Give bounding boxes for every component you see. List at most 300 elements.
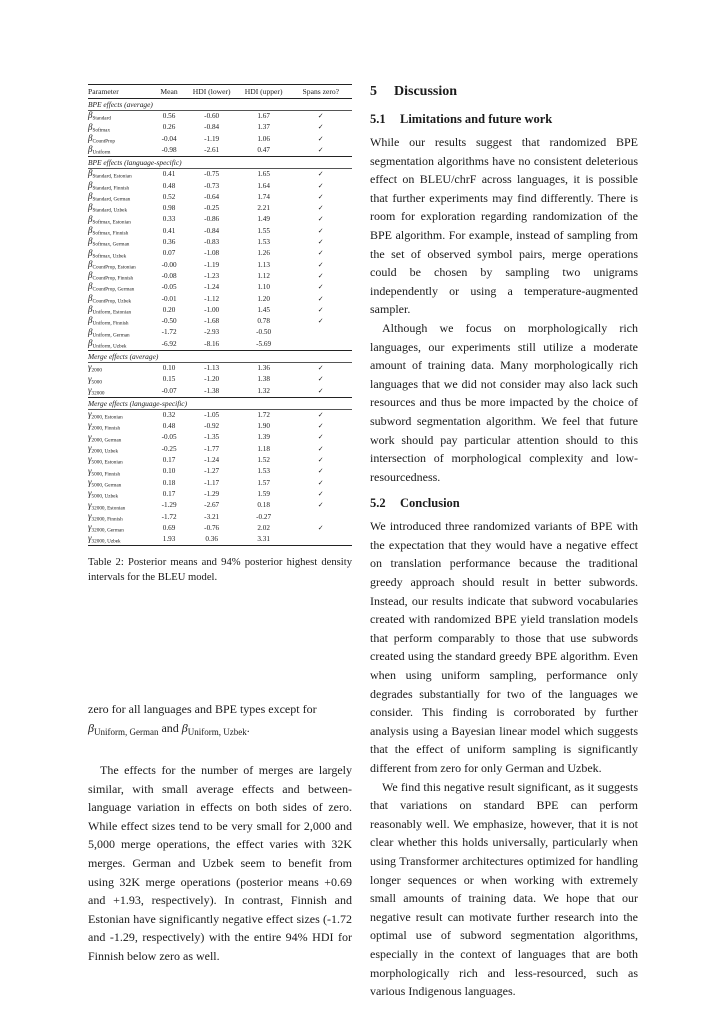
spans-zero-cell: ✓ bbox=[317, 386, 324, 395]
hdi-upper-cell: 1.55 bbox=[257, 226, 270, 235]
parameter-subscript: CountProp, Estonian bbox=[92, 264, 136, 271]
hdi-lower-cell: -1.19 bbox=[204, 260, 220, 269]
parameter-symbol: β bbox=[88, 304, 93, 315]
hdi-upper-cell: 0.78 bbox=[257, 317, 270, 326]
hdi-lower-cell: -2.67 bbox=[204, 501, 220, 510]
spans-zero-cell: ✓ bbox=[317, 317, 324, 326]
spans-zero-cell: ✓ bbox=[317, 478, 324, 487]
hdi-lower-cell: -0.84 bbox=[204, 123, 220, 132]
mean-cell: 0.41 bbox=[162, 170, 176, 179]
parameter-symbol: γ bbox=[88, 443, 92, 454]
mean-cell: 0.10 bbox=[162, 467, 176, 476]
mean-cell: 0.32 bbox=[162, 410, 176, 419]
hdi-lower-cell: 0.36 bbox=[186, 534, 238, 546]
parameter-cell bbox=[88, 293, 152, 304]
hdi-upper-cell: 1.72 bbox=[257, 410, 270, 419]
hdi-upper-cell: 1.74 bbox=[257, 192, 270, 201]
mean-cell: 0.98 bbox=[162, 204, 176, 213]
table-row bbox=[88, 305, 352, 316]
hdi-lower-cell: -0.86 bbox=[204, 215, 220, 224]
group-label: Merge effects (average) bbox=[88, 350, 352, 362]
hdi-upper-cell: 1.18 bbox=[257, 444, 270, 453]
posterior-table bbox=[88, 84, 352, 546]
spans-zero-cell: ✓ bbox=[317, 410, 324, 419]
hdi-lower-cell: -0.92 bbox=[204, 422, 220, 431]
spans-zero-cell: ✓ bbox=[317, 238, 324, 247]
left-column bbox=[88, 84, 352, 585]
table-row bbox=[88, 374, 352, 385]
hdi-lower-cell: -0.25 bbox=[204, 204, 220, 213]
parameter-subscript: Uniform, German bbox=[92, 332, 130, 339]
parameter-symbol: γ bbox=[88, 510, 92, 521]
parameter-subscript: 32000, Finnish bbox=[91, 516, 123, 523]
parameter-symbol: γ bbox=[88, 522, 92, 533]
table-row bbox=[88, 145, 352, 157]
mean-cell: -0.50 bbox=[161, 317, 177, 326]
mean-cell: -0.05 bbox=[161, 433, 177, 442]
parameter-cell bbox=[88, 386, 152, 398]
spans-zero-cell: ✓ bbox=[317, 170, 324, 179]
parameter-symbol: β bbox=[88, 224, 93, 235]
parameter-cell bbox=[88, 111, 152, 123]
table-group-header bbox=[88, 157, 352, 169]
hdi-lower-cell: -1.12 bbox=[204, 294, 220, 303]
hdi-upper-cell: 2.21 bbox=[257, 204, 270, 213]
hdi-upper-cell: -0.50 bbox=[256, 328, 272, 337]
section-heading bbox=[370, 84, 638, 100]
table-row bbox=[88, 455, 352, 466]
mean-cell: -0.05 bbox=[161, 283, 177, 292]
parameter-cell bbox=[88, 327, 152, 338]
mean-cell: -0.98 bbox=[161, 145, 177, 154]
mean-cell: -0.07 bbox=[161, 386, 177, 395]
beta-symbol: β bbox=[88, 720, 94, 735]
parameter-subscript: CountProp, Uzbek bbox=[92, 298, 132, 305]
spans-zero-cell: ✓ bbox=[317, 305, 324, 314]
hdi-lower-cell: -1.08 bbox=[204, 249, 220, 258]
parameter-cell bbox=[88, 134, 152, 145]
hdi-upper-cell: 0.18 bbox=[257, 501, 270, 510]
parameter-subscript: Softmax, Finnish bbox=[92, 230, 129, 237]
spans-zero-cell bbox=[290, 512, 352, 523]
parameter-symbol: γ bbox=[88, 384, 92, 395]
spans-zero-cell: ✓ bbox=[317, 226, 324, 235]
parameter-cell bbox=[88, 362, 152, 374]
hdi-upper-cell: 1.65 bbox=[257, 170, 270, 179]
hdi-lower-cell: -1.20 bbox=[204, 375, 220, 384]
table-row bbox=[88, 466, 352, 477]
hdi-upper-cell: 3.31 bbox=[238, 534, 290, 546]
parameter-subscript: Uniform, Uzbek bbox=[92, 343, 127, 350]
parameter-symbol: β bbox=[88, 144, 93, 155]
beta-subscript: Uniform, German bbox=[93, 726, 159, 737]
conjunction: and bbox=[158, 720, 182, 735]
hdi-lower-cell: -0.75 bbox=[204, 170, 220, 179]
parameter-cell bbox=[88, 339, 152, 351]
parameter-symbol: γ bbox=[88, 431, 92, 442]
mean-cell: -1.72 bbox=[161, 328, 177, 337]
mean-cell: 1.93 bbox=[152, 534, 185, 546]
mean-cell: -0.25 bbox=[161, 444, 177, 453]
parameter-subscript: Standard, German bbox=[92, 196, 131, 203]
parameter-symbol: β bbox=[88, 281, 93, 292]
parameter-subscript: 2000, German bbox=[91, 437, 122, 444]
mean-cell: -1.29 bbox=[161, 501, 177, 510]
parameter-cell bbox=[88, 489, 152, 500]
parameter-subscript: Uniform, Estonian bbox=[92, 309, 132, 316]
table-row bbox=[88, 192, 352, 203]
parameter-symbol: β bbox=[88, 270, 93, 281]
mean-cell: 0.56 bbox=[162, 112, 176, 121]
hdi-lower-cell: -1.00 bbox=[204, 305, 220, 314]
group-label: BPE effects (language-specific) bbox=[88, 157, 352, 169]
parameter-symbol: β bbox=[88, 168, 93, 179]
spans-zero-cell: ✓ bbox=[317, 181, 324, 190]
mean-cell: -0.08 bbox=[161, 271, 177, 280]
hdi-upper-cell: 1.45 bbox=[257, 305, 270, 314]
parameter-cell bbox=[88, 180, 152, 191]
paragraph bbox=[88, 700, 352, 741]
parameter-symbol: β bbox=[88, 326, 93, 337]
spans-zero-cell: ✓ bbox=[317, 204, 324, 213]
spans-zero-cell: ✓ bbox=[317, 192, 324, 201]
parameter-subscript: 32000, Estonian bbox=[91, 505, 126, 511]
parameter-symbol: γ bbox=[88, 488, 92, 499]
mean-cell: 0.07 bbox=[162, 249, 176, 258]
parameter-cell bbox=[88, 237, 152, 248]
parameter-subscript: 2000, Uzbek bbox=[91, 448, 119, 455]
parameter-subscript: 5000, Uzbek bbox=[91, 493, 119, 500]
spans-zero-cell: ✓ bbox=[317, 215, 324, 224]
paragraph: Although we focus on morphologically rich languages, our experiments still utilize a moderate amount of training data. Many morphologically rich languages that we did not consider may also lack such resources and thus be more impacted by the choice of subword segmentation algorithm. We feel that future work should pay particular attention should to this intersection of morphological complexity and low-resourcedness. bbox=[370, 320, 638, 484]
spans-zero-cell: ✓ bbox=[317, 422, 324, 431]
spans-zero-cell: ✓ bbox=[317, 123, 324, 132]
header-spans-zero: Spans zero? bbox=[290, 85, 352, 99]
spans-zero-cell: ✓ bbox=[317, 249, 324, 258]
hdi-upper-cell: 1.39 bbox=[257, 433, 270, 442]
table-row bbox=[88, 169, 352, 181]
spans-zero-cell: ✓ bbox=[317, 456, 324, 465]
left-paragraph-continuation bbox=[88, 700, 352, 741]
parameter-subscript: Standard, Finnish bbox=[92, 185, 130, 192]
parameter-symbol: β bbox=[88, 337, 93, 348]
mean-cell: 0.33 bbox=[162, 215, 176, 224]
subsection-number: 5.2 bbox=[370, 496, 386, 511]
table-row bbox=[88, 512, 352, 523]
mean-cell: 0.17 bbox=[162, 489, 176, 498]
spans-zero-cell: ✓ bbox=[317, 145, 324, 154]
hdi-lower-cell: -1.23 bbox=[204, 271, 220, 280]
parameter-symbol: γ bbox=[88, 465, 92, 476]
spans-zero-cell: ✓ bbox=[317, 444, 324, 453]
right-column bbox=[370, 84, 638, 1001]
spans-zero-cell: ✓ bbox=[317, 363, 324, 372]
table-row bbox=[88, 339, 352, 351]
spans-zero-cell: ✓ bbox=[317, 134, 324, 143]
table-group-header bbox=[88, 99, 352, 111]
table-row bbox=[88, 316, 352, 327]
beta-subscript: Uniform, Uzbek bbox=[187, 726, 247, 737]
hdi-upper-cell: 1.67 bbox=[257, 112, 270, 121]
parameter-cell bbox=[88, 478, 152, 489]
mean-cell: 0.48 bbox=[162, 422, 176, 431]
table-row bbox=[88, 409, 352, 421]
parameter-symbol: β bbox=[88, 202, 93, 213]
parameter-subscript: 2000 bbox=[91, 367, 102, 374]
hdi-lower-cell: -1.19 bbox=[204, 134, 220, 143]
paragraph: We find this negative result significant, as it suggests that variations on standard BPE can perform reasonably well. We emphasize, however, that it is not clear whether this holds universally, particularly when using Transformer architectures optimized for handling longer sequences or when working with extremely small amounts of training data. We hope that our negative result can motivate further research into the optimal use of subword segmentation algorithms, especially in the context of languages that are both morphologically rich and less-resourced, such as various Indigenous languages. bbox=[370, 779, 638, 999]
parameter-cell bbox=[88, 466, 152, 477]
mean-cell: -6.92 bbox=[161, 339, 177, 348]
subsection-heading bbox=[370, 112, 638, 127]
hdi-upper-cell: 1.13 bbox=[257, 260, 270, 269]
parameter-cell bbox=[88, 500, 152, 511]
parameter-symbol: γ bbox=[88, 499, 92, 510]
parameter-subscript: 32000, German bbox=[91, 527, 124, 534]
hdi-lower-cell: -1.35 bbox=[204, 433, 220, 442]
header-hdi-lower: HDI (lower) bbox=[186, 85, 238, 99]
table-group-header bbox=[88, 350, 352, 362]
parameter-cell bbox=[88, 145, 152, 157]
table-row bbox=[88, 362, 352, 374]
hdi-upper-cell: 1.32 bbox=[257, 386, 270, 395]
hdi-lower-cell: -0.64 bbox=[204, 192, 220, 201]
parameter-cell bbox=[88, 523, 152, 534]
parameter-cell bbox=[88, 534, 152, 546]
table-row bbox=[88, 534, 352, 546]
parameter-symbol: γ bbox=[88, 533, 92, 544]
parameter-cell bbox=[88, 374, 152, 385]
hdi-upper-cell: -0.27 bbox=[256, 512, 272, 521]
hdi-lower-cell: -0.83 bbox=[204, 238, 220, 247]
table-row bbox=[88, 214, 352, 225]
parameter-subscript: Standard, Uzbek bbox=[92, 207, 128, 214]
hdi-lower-cell: -1.13 bbox=[204, 363, 220, 372]
mean-cell: -0.01 bbox=[161, 294, 177, 303]
hdi-lower-cell: -2.61 bbox=[204, 145, 220, 154]
spans-zero-cell: ✓ bbox=[317, 294, 324, 303]
table-row bbox=[88, 180, 352, 191]
hdi-upper-cell: 1.36 bbox=[257, 363, 270, 372]
header-hdi-upper: HDI (upper) bbox=[238, 85, 290, 99]
spans-zero-cell: ✓ bbox=[317, 501, 324, 510]
table-row bbox=[88, 444, 352, 455]
parameter-cell bbox=[88, 260, 152, 271]
parameter-symbol: β bbox=[88, 315, 93, 326]
hdi-upper-cell: 1.06 bbox=[257, 134, 270, 143]
spans-zero-cell bbox=[290, 534, 352, 546]
parameter-symbol: γ bbox=[88, 373, 92, 384]
table-row bbox=[88, 226, 352, 237]
parameter-cell bbox=[88, 432, 152, 443]
mean-cell: 0.17 bbox=[162, 456, 176, 465]
parameter-symbol: β bbox=[88, 110, 93, 121]
section-title: Discussion bbox=[394, 84, 458, 99]
parameter-symbol: γ bbox=[88, 362, 92, 373]
hdi-upper-cell: 1.90 bbox=[257, 422, 270, 431]
spans-zero-cell: ✓ bbox=[317, 260, 324, 269]
parameter-cell bbox=[88, 192, 152, 203]
hdi-upper-cell: 1.10 bbox=[257, 283, 270, 292]
hdi-lower-cell: -3.21 bbox=[204, 512, 220, 521]
hdi-lower-cell: -0.60 bbox=[204, 112, 220, 121]
table-body bbox=[88, 99, 352, 546]
parameter-cell bbox=[88, 122, 152, 133]
table-row bbox=[88, 134, 352, 145]
parameter-cell bbox=[88, 316, 152, 327]
hdi-lower-cell: -1.68 bbox=[204, 317, 220, 326]
parameter-symbol: β bbox=[88, 247, 93, 258]
parameter-cell bbox=[88, 444, 152, 455]
spans-zero-cell: ✓ bbox=[317, 433, 324, 442]
table-row bbox=[88, 432, 352, 443]
parameter-subscript: Softmax bbox=[92, 127, 111, 134]
mean-cell: -0.04 bbox=[161, 134, 177, 143]
section-number: 5 bbox=[370, 84, 377, 99]
spans-zero-cell: ✓ bbox=[317, 489, 324, 498]
mean-cell: 0.41 bbox=[162, 226, 176, 235]
parameter-cell bbox=[88, 248, 152, 259]
group-label: Merge effects (language-specific) bbox=[88, 397, 352, 409]
table-row bbox=[88, 260, 352, 271]
paragraph: While our results suggest that randomized BPE segmentation algorithms have no consistent deleterious effect on BLEU/chrF across languages, it is possible that further experiments may find differently. There is room for exploration regarding randomization of the BPE algorithm. For example, instead of sampling from the set of observed symbol pairs, merge operations could be chosen by sampling two unigrams independently or using a temperature-augmented sampler. bbox=[370, 135, 638, 317]
parameter-cell bbox=[88, 271, 152, 282]
table-row bbox=[88, 478, 352, 489]
parameter-subscript: 32000, Uzbek bbox=[91, 538, 121, 545]
parameter-symbol: β bbox=[88, 236, 93, 247]
hdi-lower-cell: -1.27 bbox=[204, 467, 220, 476]
table-row bbox=[88, 386, 352, 398]
hdi-upper-cell: 1.53 bbox=[257, 238, 270, 247]
parameter-cell bbox=[88, 203, 152, 214]
spans-zero-cell: ✓ bbox=[317, 467, 324, 476]
hdi-lower-cell: -8.16 bbox=[204, 339, 220, 348]
parameter-symbol: β bbox=[88, 191, 93, 202]
subsection-heading bbox=[370, 496, 638, 511]
parameter-subscript: Uniform bbox=[92, 149, 111, 156]
parameter-cell bbox=[88, 282, 152, 293]
mean-cell: 0.15 bbox=[162, 375, 176, 384]
spans-zero-cell bbox=[290, 327, 352, 338]
table-row bbox=[88, 111, 352, 123]
hdi-upper-cell: 1.57 bbox=[257, 478, 270, 487]
table-row bbox=[88, 293, 352, 304]
hdi-upper-cell: 1.64 bbox=[257, 181, 270, 190]
spans-zero-cell: ✓ bbox=[317, 271, 324, 280]
paragraph: The effects for the number of merges are largely similar, with small average effects and between-language variation in effects on both sides of zero. While effect sizes tend to be very small for 2,000 and 5,000 merge operations, the effect varies with 32K merges. German and Uzbek seem to benefit from using 32K merge operations (posterior means +0.69 and +1.93, respectively). In contrast, Finnish and Estonian have significantly negative effect sizes (-1.72 and -1.29, respectively) with the entire 94% HDI for Finnish below zero as well. bbox=[88, 763, 352, 963]
beta-symbol: β bbox=[181, 720, 188, 735]
parameter-subscript: 5000, Finnish bbox=[91, 471, 121, 478]
table-header-row bbox=[88, 85, 352, 99]
parameter-cell bbox=[88, 455, 152, 466]
parameter-subscript: 32000 bbox=[91, 390, 105, 397]
hdi-upper-cell: 1.12 bbox=[257, 271, 270, 280]
spans-zero-cell: ✓ bbox=[317, 375, 324, 384]
spans-zero-cell: ✓ bbox=[317, 523, 324, 532]
mean-cell: 0.48 bbox=[162, 181, 176, 190]
table-row bbox=[88, 282, 352, 293]
mean-cell: -1.72 bbox=[161, 512, 177, 521]
hdi-upper-cell: 1.59 bbox=[257, 489, 270, 498]
spans-zero-cell: ✓ bbox=[317, 283, 324, 292]
table-row bbox=[88, 421, 352, 432]
hdi-upper-cell: 0.47 bbox=[257, 145, 270, 154]
parameter-subscript: Softmax, Estonian bbox=[92, 219, 131, 226]
sentence-end: . bbox=[246, 720, 250, 735]
header-parameter: Parameter bbox=[88, 85, 152, 99]
table-row bbox=[88, 203, 352, 214]
hdi-upper-cell: 1.53 bbox=[257, 467, 270, 476]
parameter-cell bbox=[88, 409, 152, 421]
table-group-header bbox=[88, 397, 352, 409]
parameter-symbol: β bbox=[88, 213, 93, 224]
parameter-subscript: Softmax, Uzbek bbox=[92, 253, 127, 260]
mean-cell: -0.00 bbox=[161, 260, 177, 269]
parameter-subscript: CountProp, German bbox=[92, 286, 135, 293]
hdi-upper-cell: 1.49 bbox=[257, 215, 270, 224]
parameter-cell bbox=[88, 305, 152, 316]
subsection-number: 5.1 bbox=[370, 112, 386, 126]
left-paragraph-merges bbox=[88, 761, 352, 966]
mean-cell: 0.20 bbox=[162, 305, 176, 314]
hdi-lower-cell: -2.93 bbox=[204, 328, 220, 337]
mean-cell: 0.52 bbox=[162, 192, 176, 201]
parameter-subscript: Uniform, Finnish bbox=[92, 320, 129, 327]
parameter-symbol: β bbox=[88, 121, 93, 132]
hdi-upper-cell: -5.69 bbox=[256, 339, 272, 348]
parameter-cell bbox=[88, 421, 152, 432]
table-row bbox=[88, 122, 352, 133]
table-row bbox=[88, 500, 352, 511]
parameter-subscript: 2000, Finnish bbox=[91, 425, 121, 432]
hdi-lower-cell: -1.24 bbox=[204, 456, 220, 465]
parameter-subscript: Softmax, German bbox=[92, 241, 130, 248]
hdi-upper-cell: 1.37 bbox=[257, 123, 270, 132]
parameter-subscript: 2000, Estonian bbox=[91, 414, 123, 421]
subsection-title: Limitations and future work bbox=[400, 112, 553, 126]
hdi-upper-cell: 2.02 bbox=[257, 523, 270, 532]
parameter-subscript: Standard bbox=[92, 115, 111, 122]
parameter-symbol: β bbox=[88, 258, 93, 269]
parameter-subscript: Standard, Estonian bbox=[92, 173, 132, 180]
parameter-symbol: β bbox=[88, 179, 93, 190]
hdi-lower-cell: -1.77 bbox=[204, 444, 220, 453]
spans-zero-cell bbox=[290, 339, 352, 351]
parameter-symbol: β bbox=[88, 292, 93, 303]
table-row bbox=[88, 327, 352, 338]
hdi-lower-cell: -0.84 bbox=[204, 226, 220, 235]
mean-cell: 0.10 bbox=[162, 363, 176, 372]
paragraph-text: zero for all languages and BPE types except for bbox=[88, 702, 317, 716]
parameter-cell bbox=[88, 169, 152, 181]
subsection-title: Conclusion bbox=[400, 496, 460, 511]
hdi-lower-cell: -1.24 bbox=[204, 283, 220, 292]
spans-zero-cell: ✓ bbox=[317, 112, 324, 121]
mean-cell: 0.69 bbox=[162, 523, 176, 532]
hdi-upper-cell: 1.38 bbox=[257, 375, 270, 384]
table-row bbox=[88, 248, 352, 259]
table-caption: Table 2: Posterior means and 94% posterior highest density intervals for the BLEU model. bbox=[88, 557, 352, 584]
parameter-symbol: β bbox=[88, 132, 93, 143]
paragraph: We introduced three randomized variants of BPE with the expectation that they would have a negative effect on translation performance because the traditional greedy approach should result in better subwords. Instead, our results indicate that subword vocabularies created with randomized BPE yield translation models that perform comparably to those that use subwords created using the standard greedy BPE algorithm. Even when using uniform sampling, performance only degrades substantially for two of the languages we consider. This finding is corroborated by further analysis using a Bayesian linear model which suggests that the effect of uniform sampling is significantly different from zero for only German and Uzbek. bbox=[370, 519, 638, 775]
parameter-symbol: γ bbox=[88, 454, 92, 465]
hdi-lower-cell: -1.05 bbox=[204, 410, 220, 419]
mean-cell: 0.26 bbox=[162, 123, 176, 132]
table-row bbox=[88, 237, 352, 248]
parameter-subscript: CountProp bbox=[92, 138, 115, 145]
hdi-upper-cell: 1.26 bbox=[257, 249, 270, 258]
parameter-subscript: 5000, Estonian bbox=[91, 459, 123, 466]
